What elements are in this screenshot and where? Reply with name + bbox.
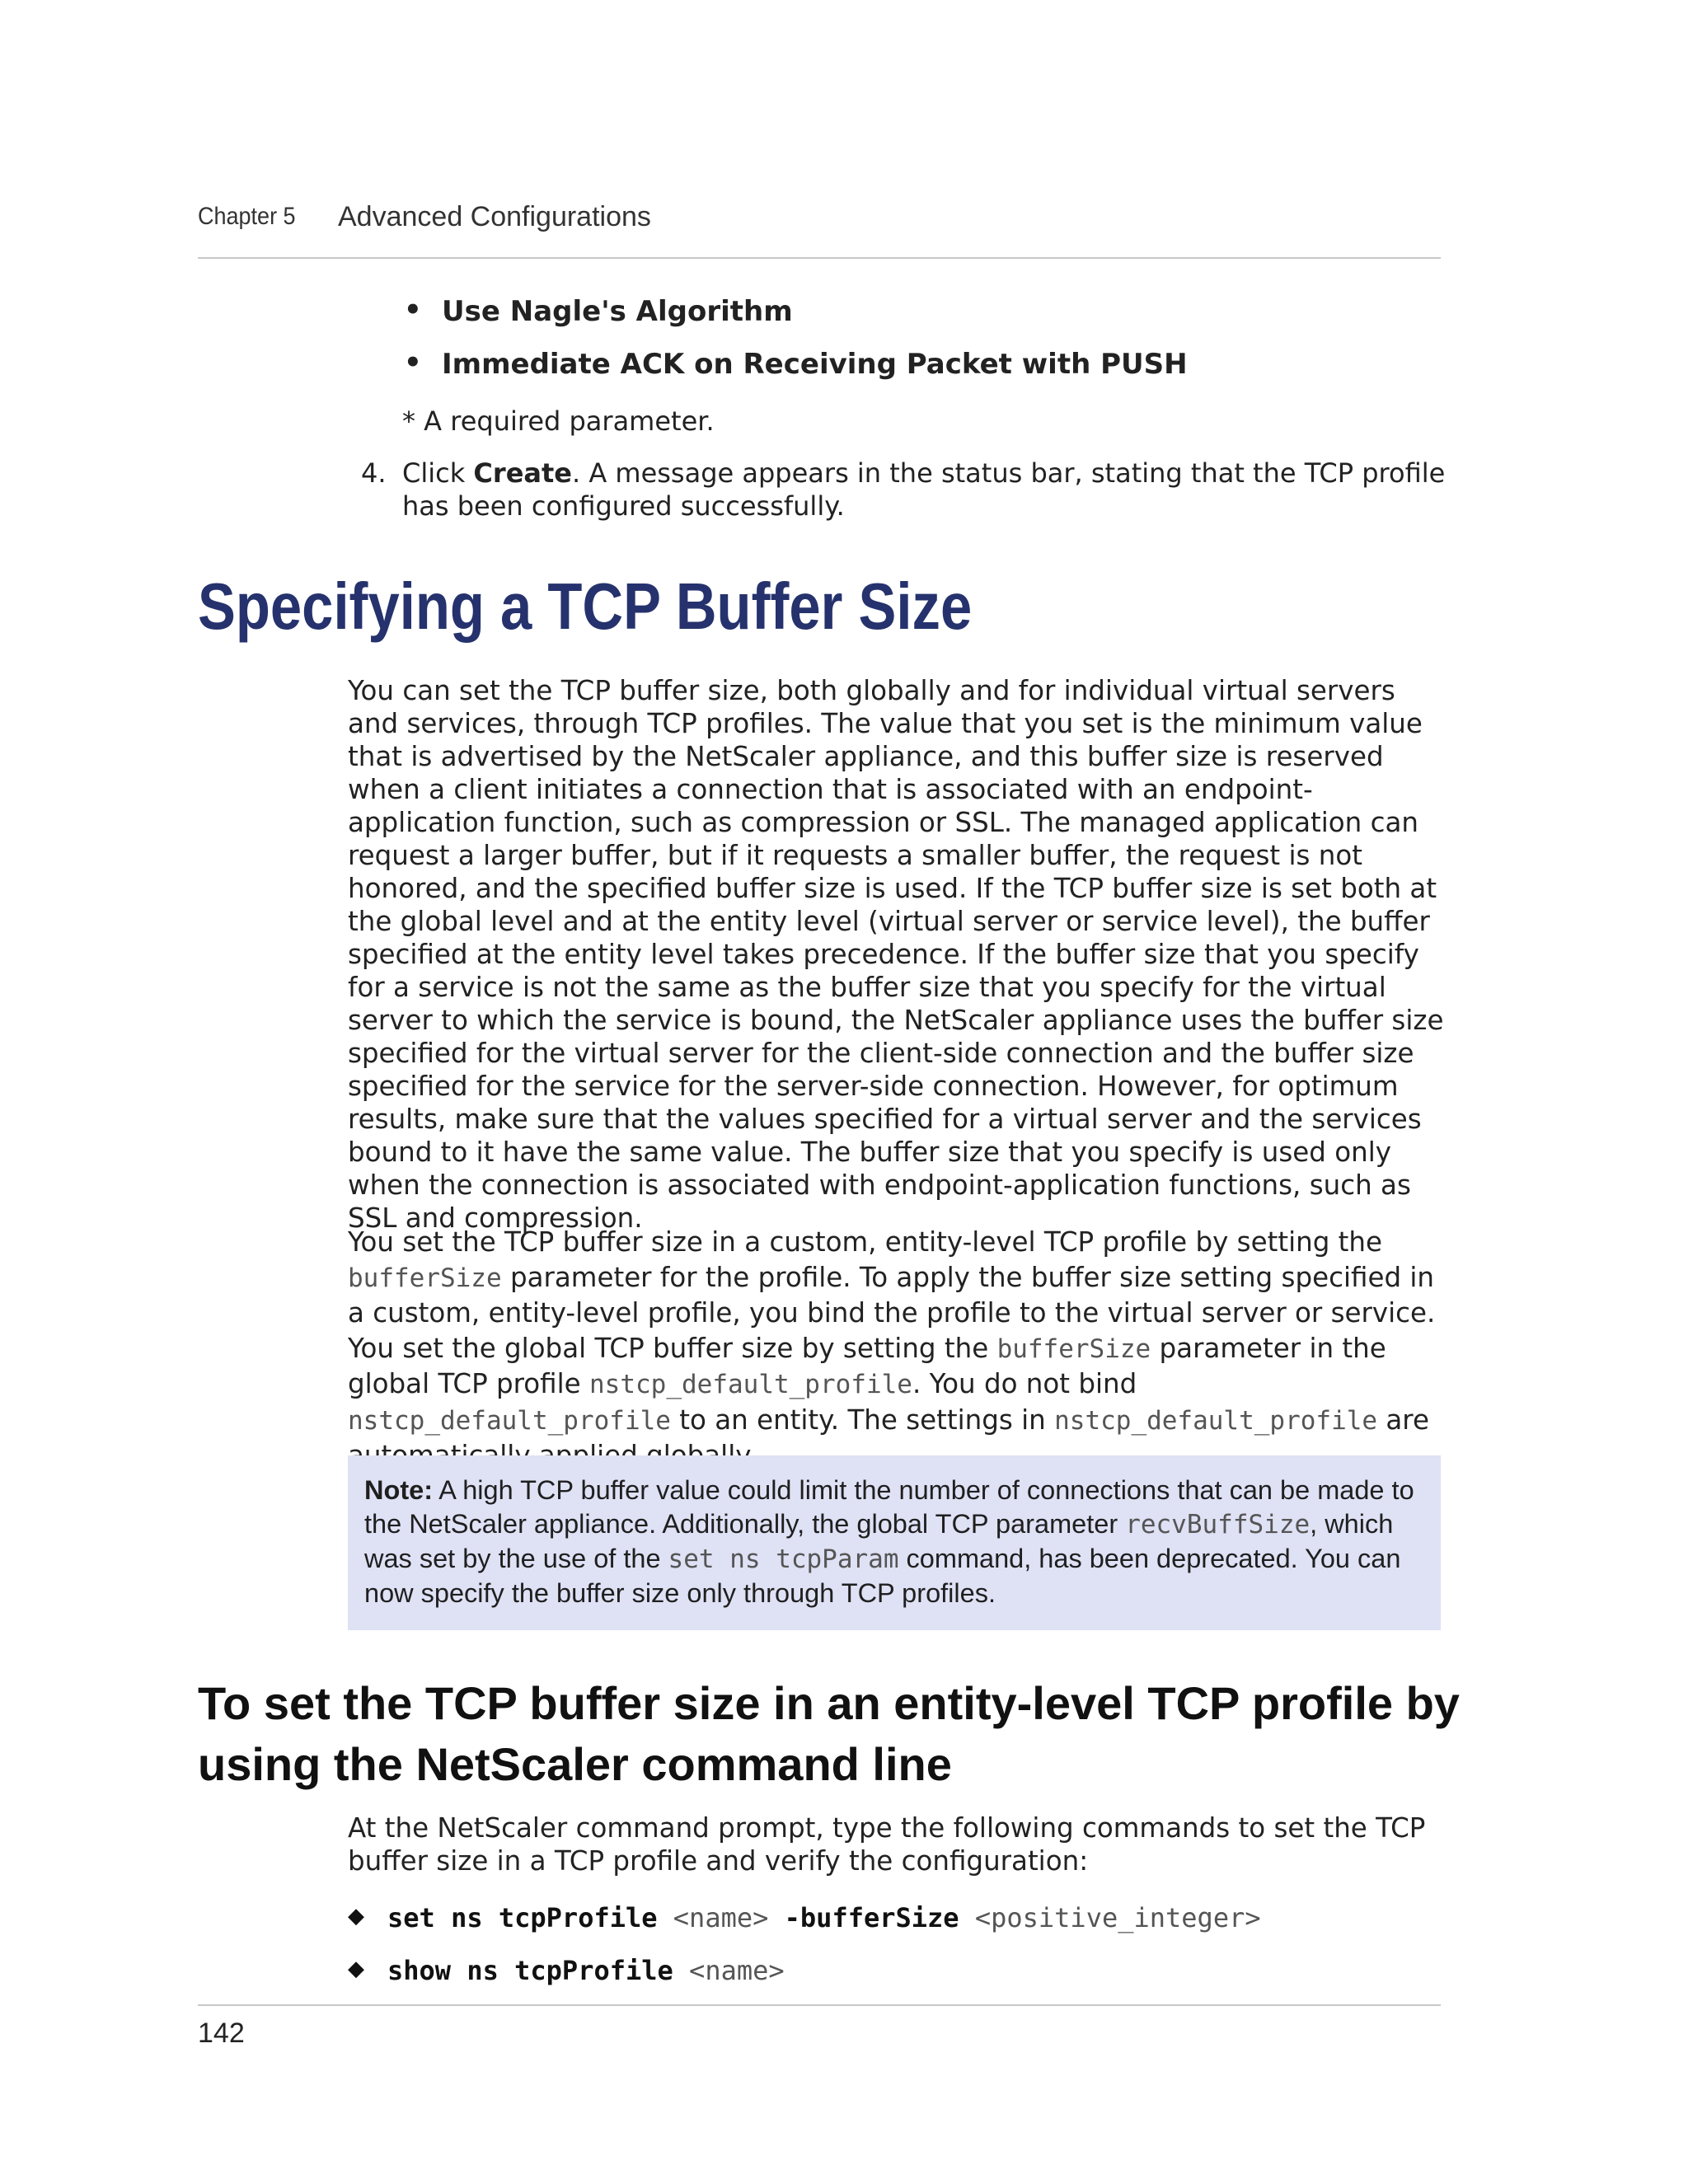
profile-name: nstcp_default_profile: [589, 1370, 912, 1399]
note-callout: [348, 1455, 1441, 1630]
command-name: set ns tcpParam: [668, 1544, 899, 1574]
command-keyword: set ns tcpProfile: [387, 1902, 658, 1933]
step-text-prefix: Click: [402, 457, 474, 489]
body-paragraph: At the NetScaler command prompt, type the following commands to set the TCP buffer size in a TCP profile and verify the configuration:: [348, 1812, 1426, 1877]
command-option: -bufferSize: [784, 1902, 959, 1933]
text-run: are: [1386, 1404, 1429, 1436]
running-header: [198, 198, 1441, 259]
command-syntax: [387, 1902, 1261, 1933]
command-argument: <name>: [657, 1902, 785, 1933]
section-title: Specifying a TCP Buffer Size: [198, 569, 973, 643]
profile-name: nstcp_default_profile: [348, 1405, 671, 1436]
text-run: You set the TCP buffer size in a custom, entity-level TCP profile by setting the: [348, 1226, 1382, 1258]
procedure-step: [361, 457, 1449, 523]
command-argument: <positive_integer>: [959, 1902, 1261, 1933]
note-text: [364, 1474, 1428, 1610]
chapter-title: Advanced Configurations: [338, 201, 651, 232]
diamond-bullet-icon: ◆: [348, 1957, 364, 1981]
parameter-name: bufferSize: [996, 1333, 1151, 1364]
list-item-label: Use Nagle's Algorithm: [442, 295, 793, 328]
required-parameter-note: * A required parameter.: [402, 405, 715, 437]
body-paragraph: [348, 1225, 1449, 1474]
text-run: command, has been deprecated. You can now specify the buffer size only through TCP profiles.: [364, 1544, 1401, 1608]
parameter-name: recvBuffSize: [1125, 1510, 1311, 1540]
command-syntax: [387, 1955, 785, 1986]
text-run: to an entity. The settings in: [670, 1404, 1055, 1436]
text-run: , which was set by the use of the: [364, 1509, 1394, 1573]
command-argument: <name>: [673, 1955, 785, 1986]
list-item-label: Immediate ACK on Receiving Packet with PUSH: [442, 348, 1188, 381]
body-paragraph: You can set the TCP buffer size, both globally and for individual virtual servers and services, through TCP profiles. The value that you set is the minimum value that is advertised by the NetScaler appliance, and this buffer size is reserved when a client initiates a connection that is associated with an endpoint-application function, such as compression or SSL. The managed application can request a larger buffer, but if it requests a smaller buffer, the request is not honored, and the specified buffer size is used. If the TCP buffer size is set both at the global level and at the entity level (virtual server or service level), the buffer specified at the entity level takes precedence. If the buffer size that you specify for a service is not the same as the buffer size that you specify for the virtual server to which the service is bound, the NetScaler appliance uses the buffer size specified for the virtual server for the client-side connection and the buffer size specified for the service for the server-side connection. However, for optimum results, make sure that the values specified for a virtual server and the services bound to it have the same value. The buffer size that you specify is used only when the connection is associated with endpoint-application functions, such as SSL and compression.: [348, 675, 1444, 1234]
profile-name: nstcp_default_profile: [1054, 1405, 1378, 1436]
command-keyword: show ns tcpProfile: [387, 1955, 673, 1986]
parameter-name: bufferSize: [348, 1263, 502, 1293]
step-text-suffix: . A message appears in the status bar, stating that the TCP profile has been configured successfully.: [402, 457, 1446, 522]
text-run: parameter for the profile. To apply the buffer size setting specified in a custom, entity-level profile, you bind the profile to the virtual server or service. You set the global TCP buffer size by setting the: [348, 1261, 1436, 1364]
step-number: 4.: [361, 457, 387, 489]
diamond-bullet-icon: ◆: [348, 1904, 364, 1929]
text-run: A high TCP buffer value could limit the number of connections that can be made to the NetScaler appliance. Additionally, the global TCP parameter: [364, 1475, 1414, 1539]
page-number: 142: [198, 2018, 245, 2049]
text-run: . You do not bind: [912, 1368, 1137, 1399]
bullet-icon: •: [404, 293, 422, 326]
create-keyword: Create: [473, 457, 572, 489]
chapter-label: Chapter 5: [198, 203, 296, 230]
bullet-icon: •: [404, 346, 422, 379]
subsection-title: To set the TCP buffer size in an entity-level TCP profile by using the NetScaler command line: [198, 1677, 1460, 1790]
step-text: [402, 457, 1449, 523]
text-run: parameter in the global TCP profile: [348, 1332, 1386, 1399]
footer-divider: [198, 2004, 1441, 2006]
note-label: Note:: [364, 1475, 434, 1505]
